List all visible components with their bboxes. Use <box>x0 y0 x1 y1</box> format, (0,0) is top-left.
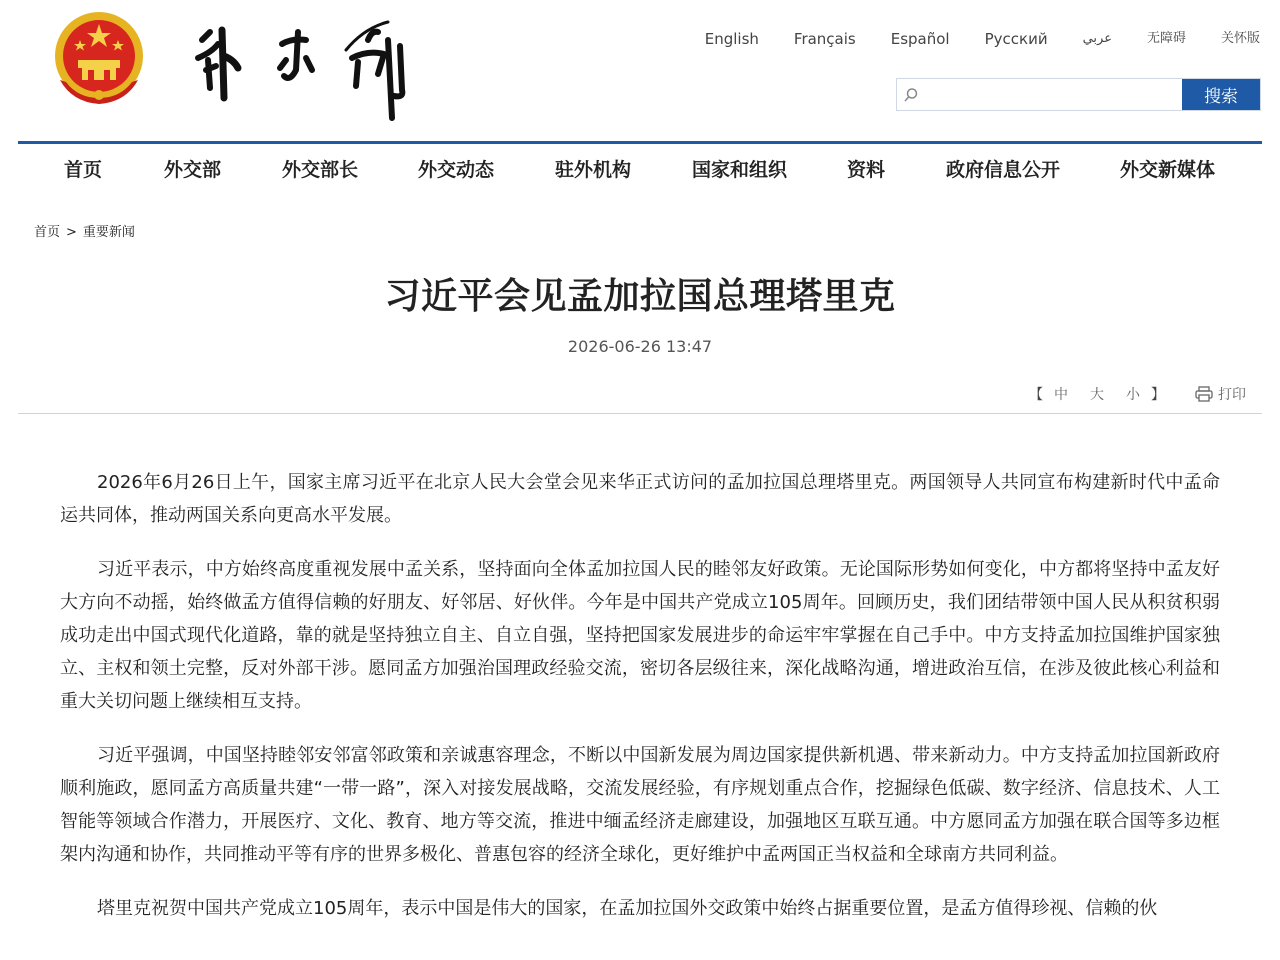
font-size-small-button[interactable]: 小 <box>1126 387 1140 403</box>
nav-item-home[interactable]: 首页 <box>64 159 103 181</box>
breadcrumb <box>34 221 135 240</box>
nav-item-ministry[interactable]: 外交部 <box>164 159 222 181</box>
nav-item-government-info[interactable]: 政府信息公开 <box>946 159 1061 181</box>
lang-english-link[interactable]: English <box>704 30 759 48</box>
search-icon <box>897 79 925 110</box>
lang-french-link[interactable]: Français <box>793 30 856 48</box>
nav-item-minister[interactable]: 外交部长 <box>282 159 359 181</box>
lang-russian-link[interactable]: Русский <box>984 30 1048 48</box>
font-size-large-button[interactable]: 大 <box>1090 387 1104 403</box>
language-bar <box>670 28 1260 50</box>
printer-icon <box>1195 386 1213 402</box>
article-body <box>60 466 1220 946</box>
font-size-medium-button[interactable]: 中 <box>1054 387 1068 403</box>
search-input[interactable] <box>925 79 1182 110</box>
ministry-calligraphy-logo[interactable] <box>188 10 420 130</box>
article-paragraph: 塔里克祝贺中国共产党成立105周年，表示中国是伟大的国家，在孟加拉国外交政策中始终占据重要位置，是孟方值得珍视、信赖的伙 <box>97 898 1158 919</box>
article-paragraph: 习近平强调，中国坚持睦邻安邻富邻政策和亲诚惠容理念，不断以中国新发展为周边国家提供新机遇、带来新动力。中方支持孟加拉国新政府顺利施政，愿同孟方高质量共建“一带一路”，深入对接发展战略，交流发展经验，有序规划重点合作，挖掘绿色低碳、数字经济、信息技术、人工智能等领域合作潜力，开展医疗、文化、教育、地方等交流，推进中缅孟经济走廊建设，加强地区互联互通。中方愿同孟方加强在联合国等多边框架内沟通和协作，共同推动平等有序的世界多极化、普惠包容的经济全球化，更好维护中孟两国正当权益和全球南方共同利益。 <box>60 745 1220 865</box>
nav-item-resources[interactable]: 资料 <box>847 159 886 181</box>
article-paragraph: 习近平表示，中方始终高度重视发展中孟关系，坚持面向全体孟加拉国人民的睦邻友好政策。无论国际形势如何变化，中方都将坚持中孟友好大方向不动摇，始终做孟方值得信赖的好朋友、好邻居、好伙伴。今年是中国共产党成立105周年。回顾历史，我们团结带领中国人民从积贫积弱成功走出中国式现代化道路，靠的就是坚持独立自主、自立自强，坚持把国家发展进步的命运牢牢掌握在自己手中。中方支持孟加拉国维护国家独立、主权和领土完整，反对外部干涉。愿同孟方加强治国理政经验交流，密切各层级往来，深化战略沟通，增进政治互信，在涉及彼此核心利益和重大关切问题上继续相互支持。 <box>60 559 1220 712</box>
nav-item-countries-organizations[interactable]: 国家和组织 <box>692 159 788 181</box>
article-paragraph: 2026年6月26日上午，国家主席习近平在北京人民大会堂会见来华正式访问的孟加拉国总理塔里克。两国领导人共同宣布构建新时代中孟命运共同体，推动两国关系向更高水平发展。 <box>60 472 1220 526</box>
nav-item-new-media[interactable]: 外交新媒体 <box>1120 159 1216 181</box>
article-title: 习近平会见孟加拉国总理塔里克 <box>384 276 896 317</box>
breadcrumb-separator: > <box>66 225 77 240</box>
font-size-bracket-open: 【 <box>1029 387 1043 403</box>
breadcrumb-home-link[interactable]: 首页 <box>34 225 61 240</box>
article-date: 2026-06-26 13:47 <box>567 337 713 356</box>
breadcrumb-current-link[interactable]: 重要新闻 <box>82 225 135 240</box>
search-button[interactable]: 搜索 <box>1182 79 1260 110</box>
nav-item-missions-abroad[interactable]: 驻外机构 <box>555 159 632 181</box>
lang-spanish-link[interactable]: Español <box>890 30 950 48</box>
article-tools <box>1029 384 1246 404</box>
article-divider <box>18 413 1262 414</box>
font-size-bracket-close: 】 <box>1151 387 1165 403</box>
header-divider <box>18 141 1262 144</box>
search-box <box>896 78 1261 111</box>
print-label: 打印 <box>1218 387 1246 403</box>
print-button[interactable] <box>1195 384 1246 404</box>
site-header <box>0 0 1280 145</box>
nav-item-diplomatic-news[interactable]: 外交动态 <box>418 159 495 181</box>
lang-arabic-link[interactable]: عربي <box>1082 31 1112 46</box>
elder-care-version-link[interactable]: 关怀版 <box>1220 31 1260 46</box>
main-nav <box>18 146 1262 196</box>
accessibility-link[interactable]: 无障碍 <box>1146 31 1186 46</box>
national-emblem-icon[interactable] <box>52 10 146 108</box>
